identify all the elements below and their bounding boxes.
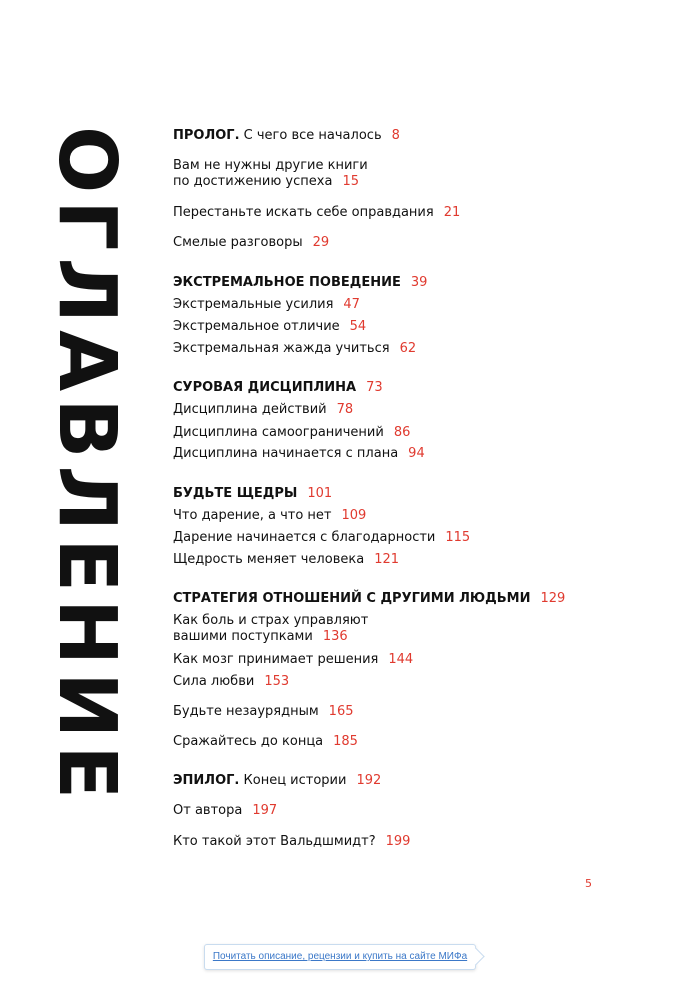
toc-entry[interactable] — [173, 319, 366, 335]
toc-text: Смелые разговоры — [173, 235, 303, 250]
toc-entry[interactable] — [173, 704, 354, 720]
toc-entry[interactable] — [173, 297, 360, 313]
toc-text: Щедрость меняет человека — [173, 552, 365, 567]
toc-page-number: 21 — [443, 205, 461, 220]
toc-entry[interactable] — [173, 341, 416, 357]
toc-entry[interactable] — [173, 158, 368, 190]
toc-section-title: ЭКСТРЕМАЛЬНОЕ ПОВЕДЕНИЕ — [173, 275, 401, 290]
toc-page-number: 153 — [264, 674, 290, 689]
toc-text: Дисциплина самоограничений — [173, 425, 384, 440]
toc-text: Вам не нужны другие книги — [173, 158, 368, 173]
toc-text: С чего все началось — [243, 128, 382, 143]
toc-page-number: 73 — [366, 380, 383, 395]
toc-text: Кто такой этот Вальдшмидт? — [173, 834, 376, 849]
toc-page-number: 165 — [328, 704, 354, 719]
toc-text: Дисциплина начинается с плана — [173, 446, 399, 461]
toc-page-number: 185 — [333, 734, 358, 749]
toc-entry[interactable] — [173, 508, 366, 524]
toc-entry[interactable] — [173, 734, 358, 750]
toc-page-number: 136 — [322, 629, 348, 644]
toc-text: Дарение начинается с благодарности — [173, 530, 436, 545]
toc-text: Экстремальные усилия — [173, 297, 334, 312]
toc-text: Как боль и страх управляют — [173, 613, 369, 628]
page-number: 5 — [585, 877, 592, 890]
toc-entry[interactable] — [173, 205, 460, 221]
toc-page-number: 62 — [399, 341, 417, 356]
toc-entry[interactable] — [173, 402, 353, 418]
toc-page-number: 8 — [391, 128, 400, 143]
toc-page-number: 197 — [252, 803, 278, 818]
toc-text: вашими поступками — [173, 629, 313, 644]
toc-page-number: 101 — [307, 486, 333, 501]
toc-entry[interactable] — [173, 530, 470, 546]
toc-entry-prolog[interactable] — [173, 128, 400, 144]
toc-page-number: 47 — [343, 297, 360, 312]
toc-label: ПРОЛОГ. — [173, 128, 240, 143]
toc-text: Что дарение, а что нет — [173, 508, 332, 523]
toc-page-number: 192 — [356, 773, 382, 788]
toc-text: по достижению успеха — [173, 174, 333, 189]
toc-entry[interactable] — [173, 834, 410, 850]
toc-page-number: 121 — [374, 552, 400, 567]
toc-section-heading[interactable] — [173, 380, 383, 396]
toc-page-number: 109 — [341, 508, 367, 523]
page-title: ОГЛАВЛЕНИЕ — [41, 126, 133, 807]
toc-text: От автора — [173, 803, 243, 818]
toc-section-heading[interactable] — [173, 486, 332, 502]
toc-text: Сила любви — [173, 674, 255, 689]
store-link-button[interactable]: Почитать описание, рецензии и купить на сайте МИФа — [204, 944, 476, 970]
toc-entry[interactable] — [173, 235, 329, 251]
toc-section-title: БУДЬТЕ ЩЕДРЫ — [173, 486, 298, 501]
toc-page-number: 54 — [349, 319, 367, 334]
toc-text: Перестаньте искать себе оправдания — [173, 205, 434, 220]
toc-section-heading[interactable] — [173, 275, 427, 291]
toc-label: ЭПИЛОГ. — [173, 773, 240, 788]
toc-text: Как мозг принимает решения — [173, 652, 379, 667]
toc-page-number: 86 — [393, 425, 411, 440]
toc-entry[interactable] — [173, 613, 368, 645]
toc-entry[interactable] — [173, 552, 399, 568]
toc-text: Дисциплина действий — [173, 402, 327, 417]
toc-text: Конец истории — [243, 773, 347, 788]
toc-entry-epilog[interactable] — [173, 773, 381, 789]
toc-page-number: 199 — [385, 834, 411, 849]
toc-entry[interactable] — [173, 674, 289, 690]
toc-entry[interactable] — [173, 425, 410, 441]
toc-text: Экстремальное отличие — [173, 319, 340, 334]
toc-page-number: 15 — [342, 174, 359, 189]
toc-page-number: 144 — [388, 652, 414, 667]
toc-page-number: 78 — [336, 402, 354, 417]
toc-section-title: СТРАТЕГИЯ ОТНОШЕНИЙ С ДРУГИМИ ЛЮДЬМИ — [173, 591, 531, 606]
toc-section-title: СУРОВАЯ ДИСЦИПЛИНА — [173, 380, 357, 395]
toc-entry[interactable] — [173, 446, 425, 462]
toc-text: Экстремальная жажда учиться — [173, 341, 390, 356]
toc-text: Будьте незаурядным — [173, 704, 319, 719]
toc-page-number: 115 — [445, 530, 471, 545]
toc-entry[interactable] — [173, 652, 413, 668]
toc-page-number: 129 — [540, 591, 566, 606]
toc-page-number: 94 — [408, 446, 425, 461]
toc-section-heading[interactable] — [173, 591, 565, 607]
toc-entry[interactable] — [173, 803, 277, 819]
toc-page-number: 39 — [410, 275, 428, 290]
toc-page-number: 29 — [312, 235, 330, 250]
toc-text: Сражайтесь до конца — [173, 734, 324, 749]
